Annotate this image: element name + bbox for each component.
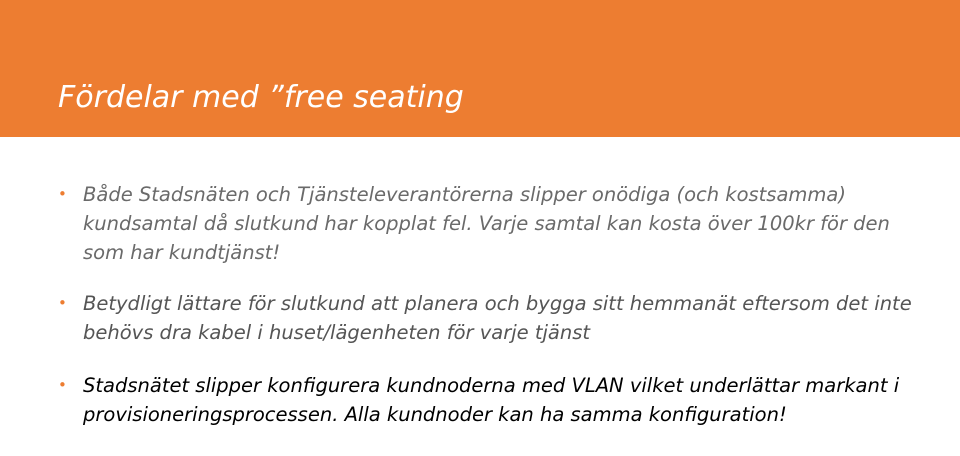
bullet-item-3 <box>56 371 916 429</box>
bullet-text: Betydligt lättare för slutkund att planera och bygga sitt hemmanät eftersom det inte behövs dra kabel i huset/lägenheten för varje tjänst <box>83 292 912 344</box>
title-header-band <box>0 0 960 137</box>
bullet-item-2 <box>56 289 916 347</box>
bullet-marker: • <box>58 185 67 203</box>
bullet-marker: • <box>58 376 67 394</box>
bullet-item-1 <box>56 180 916 267</box>
slide-title: Fördelar med ”free seating <box>58 80 464 115</box>
bullet-text: Både Stadsnäten och Tjänsteleverantörerna slipper onödiga (och kostsamma) kundsamtal då slutkund har kopplat fel. Varje samtal kan kosta över 100kr för den som har kundtjänst! <box>83 183 890 264</box>
bullet-marker: • <box>58 294 67 312</box>
bullet-text: Stadsnätet slipper konfigurera kundnoderna med VLAN vilket underlättar markant i provisioneringsprocessen. Alla kundnoder kan ha samma konfiguration! <box>83 374 900 426</box>
